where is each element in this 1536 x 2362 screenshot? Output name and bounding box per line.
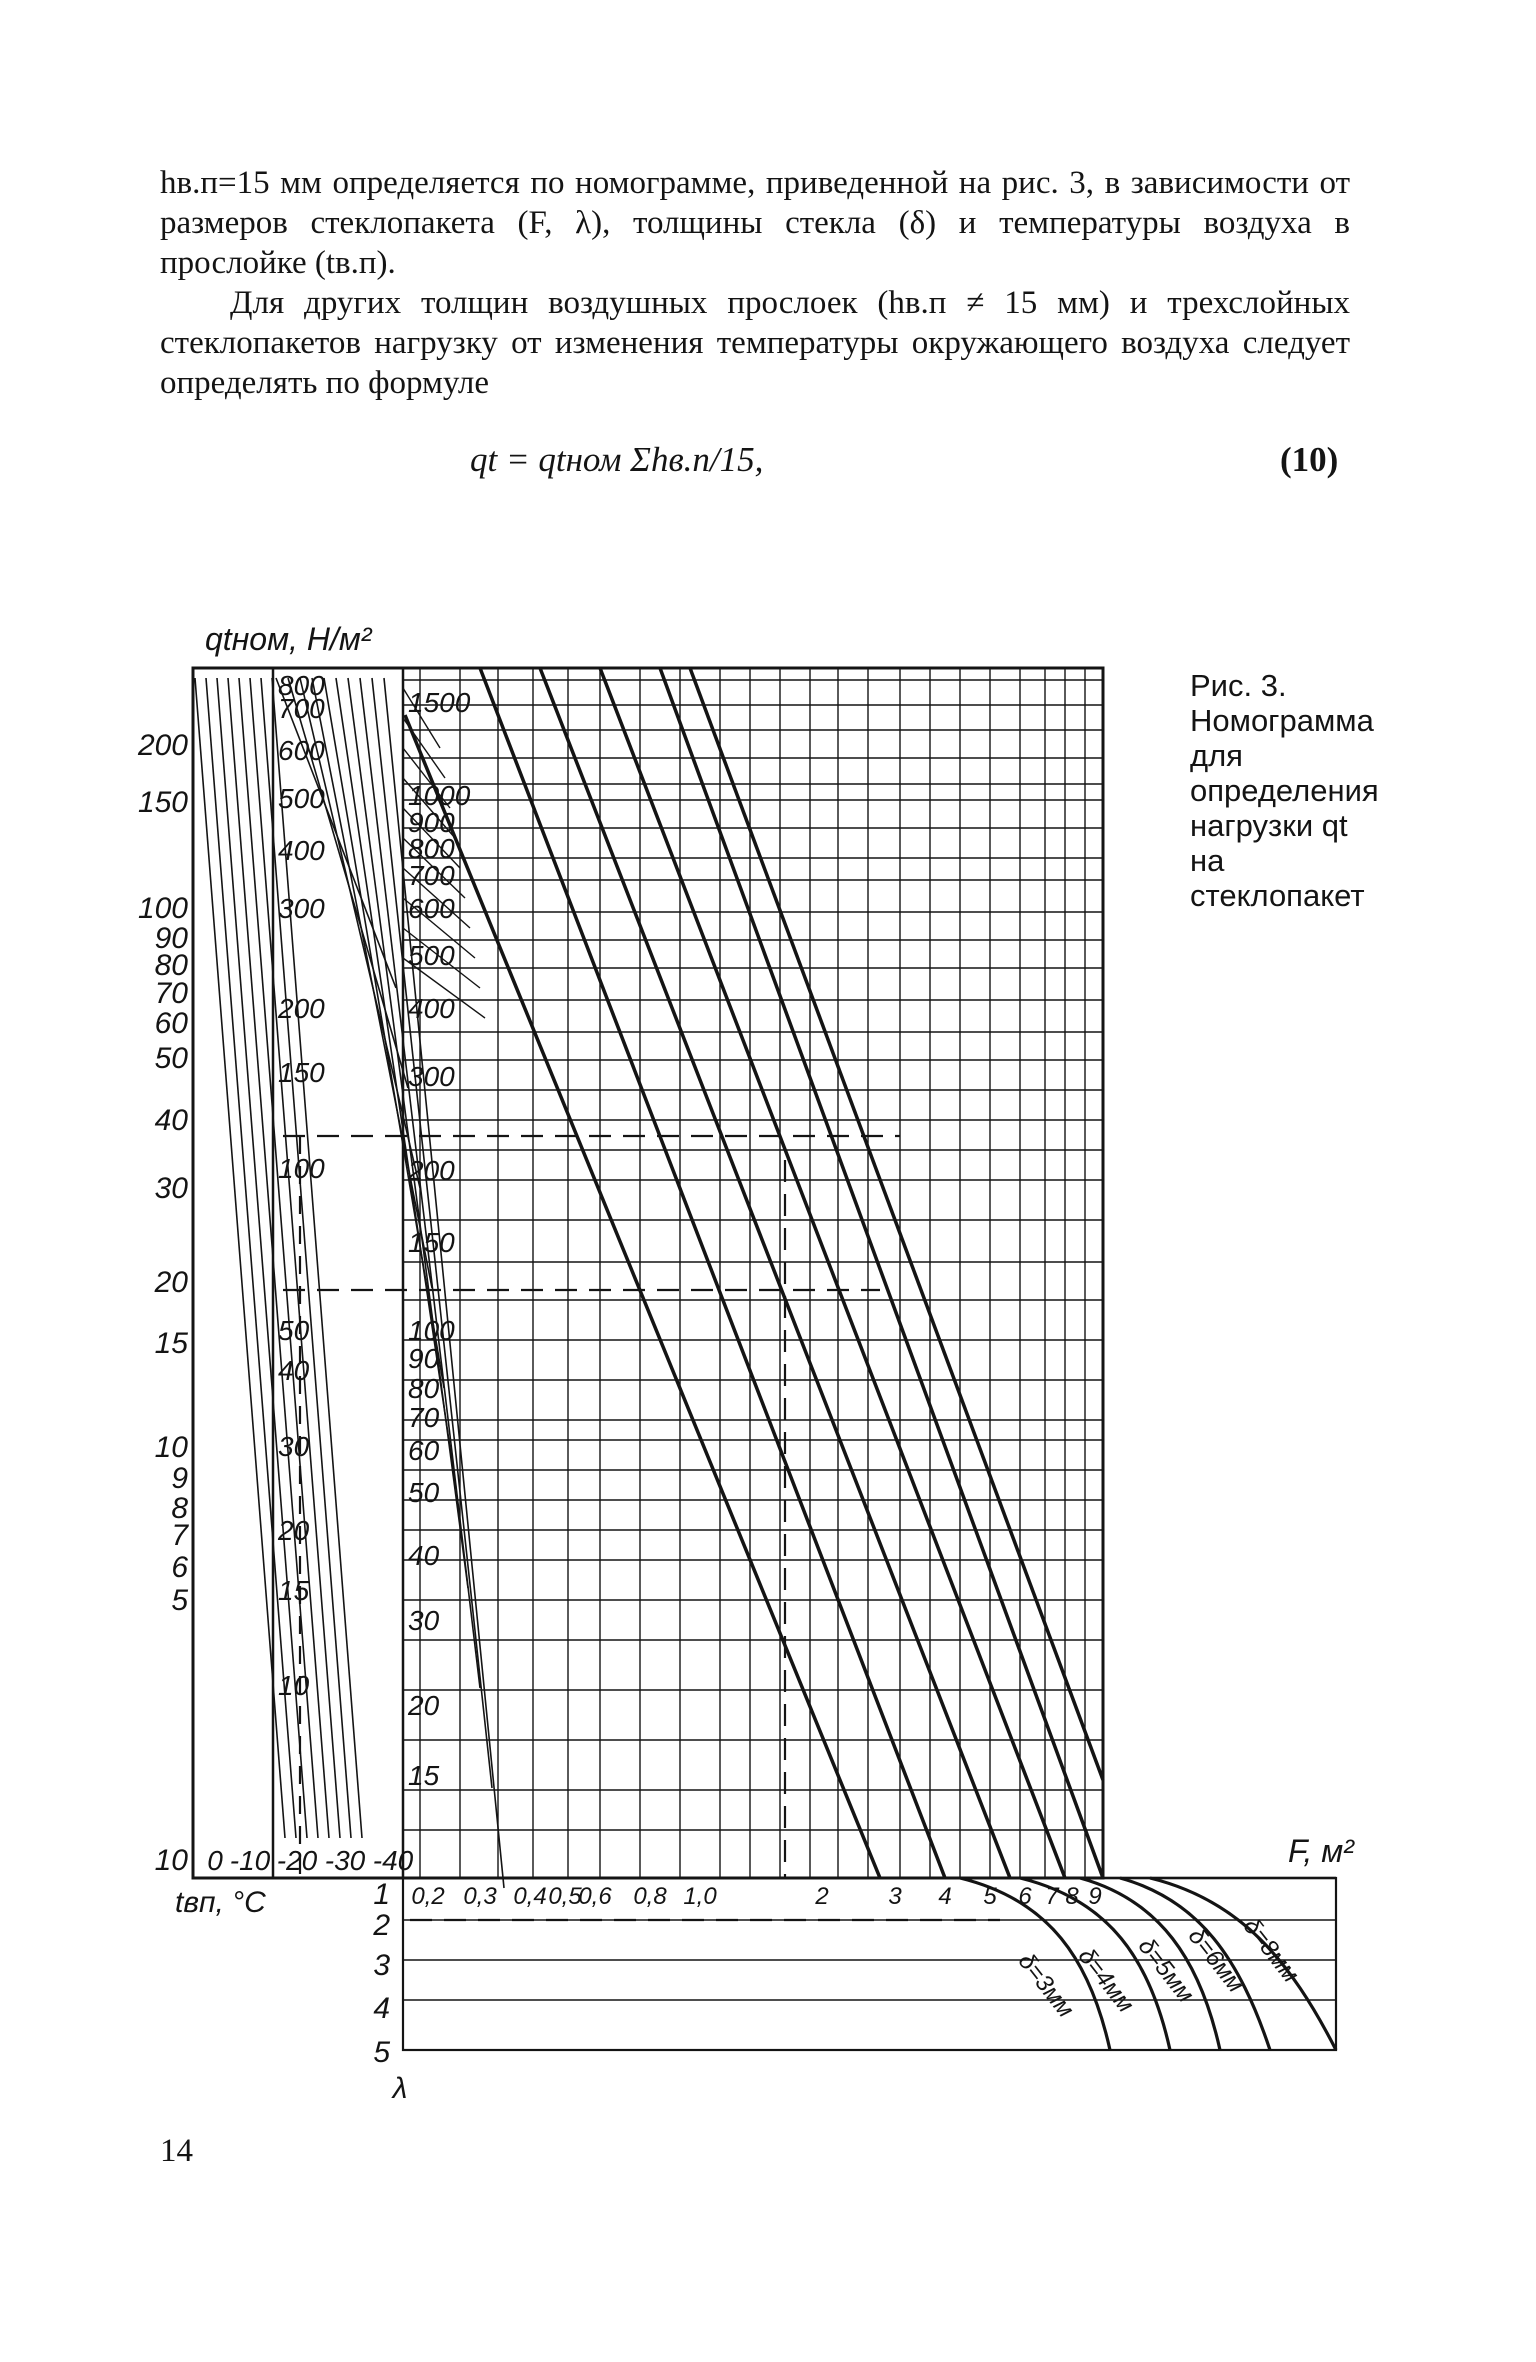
formula-expression: qt = qtном Σhв.п/15, xyxy=(470,440,764,479)
y-right-tick: 1500 xyxy=(408,687,471,718)
y-left-tick: 200 xyxy=(137,729,188,762)
f-tick: 0,2 xyxy=(411,1883,445,1910)
y-left-tick: 30 xyxy=(154,1172,188,1205)
lambda-axis-label: λ xyxy=(392,2072,408,2105)
temp-tick: -10 xyxy=(229,1845,271,1876)
y-mid-tick: 15 xyxy=(278,1575,310,1606)
y-left-tick: 9 xyxy=(171,1462,188,1495)
y-left-tick: 50 xyxy=(154,1042,188,1075)
y-mid-tick: 400 xyxy=(278,835,325,866)
f-tick: 0,4 xyxy=(513,1883,547,1910)
lambda-tick: 1 xyxy=(373,1878,390,1911)
temp-tick: -30 xyxy=(324,1845,366,1876)
nomogram-diagonal xyxy=(600,668,1065,1878)
f-tick: 2 xyxy=(815,1883,829,1910)
y-right-tick: 70 xyxy=(408,1402,440,1433)
thickness-curve xyxy=(1120,1878,1270,2050)
y-left-tick: 80 xyxy=(154,949,188,982)
nomogram-diagonal xyxy=(480,668,945,1878)
figure-caption: Рис. 3. Номограмма для определения нагрузки qt на стеклопакет xyxy=(1190,668,1379,913)
temp-line xyxy=(195,678,285,1838)
paragraph-2: Для других толщин воздушных прослоек (hв.п ≠ 15 мм) и трехслойных стеклопакетов нагрузку от изменения температуры окружающего воздуха следует определять по формуле xyxy=(160,285,1350,401)
formula-number: (10) xyxy=(1280,440,1339,479)
y-left-bottom-tick: 10 xyxy=(154,1844,188,1877)
y-left-tick: 10 xyxy=(154,1431,188,1464)
y-mid-tick: 100 xyxy=(278,1153,325,1184)
y-right-tick: 90 xyxy=(408,1343,440,1374)
y-right-tick: 700 xyxy=(408,860,455,891)
temp-tick: -20 xyxy=(276,1845,318,1876)
y-mid-tick: 10 xyxy=(278,1670,310,1701)
y-right-tick: 80 xyxy=(408,1373,440,1404)
y-left-tick: 100 xyxy=(137,892,188,925)
f-axis-label: F, м² xyxy=(1288,1833,1354,1869)
f-tick: 0,3 xyxy=(463,1883,497,1910)
y-left-tick: 70 xyxy=(154,977,188,1010)
thickness-label: δ=3мм xyxy=(1012,1948,1080,2023)
temp-tick: -40 xyxy=(372,1845,414,1876)
y-right-tick: 500 xyxy=(408,940,455,971)
f-tick: 0,8 xyxy=(633,1883,667,1910)
y-left-tick: 7 xyxy=(171,1519,188,1552)
f-tick: 3 xyxy=(888,1883,902,1910)
y-right-tick: 1000 xyxy=(408,780,471,811)
y-right-tick: 30 xyxy=(408,1605,440,1636)
temp-axis-label: tвп, °C xyxy=(175,1886,266,1919)
y-right-tick: 600 xyxy=(408,893,455,924)
y-mid-tick: 40 xyxy=(278,1355,310,1386)
y-axis-label: qtном, Н/м² xyxy=(205,621,372,657)
y-left-tick: 8 xyxy=(171,1492,188,1525)
y-left-tick: 150 xyxy=(137,786,188,819)
y-mid-tick: 600 xyxy=(278,735,325,766)
y-mid-tick: 30 xyxy=(278,1431,310,1462)
lambda-tick: 3 xyxy=(373,1949,390,1982)
y-mid-tick: 800 xyxy=(278,670,325,701)
y-right-tick: 15 xyxy=(408,1760,440,1791)
y-mid-tick: 50 xyxy=(278,1315,310,1346)
nomogram-diagonal xyxy=(690,668,1103,1780)
f-tick: 7 xyxy=(1045,1883,1059,1910)
y-left-tick: 6 xyxy=(171,1551,188,1584)
thickness-label: δ=5мм xyxy=(1132,1933,1200,2008)
thickness-label: δ=6мм xyxy=(1182,1923,1250,1998)
paragraph-1: hв.п=15 мм определяется по номограмме, приведенной на рис. 3, в зависимости от размеров стеклопакета (F, λ), толщины стекла (δ) и температуры воздуха в прослойке (tв.п). xyxy=(160,165,1350,281)
nomogram-grid xyxy=(193,668,1336,2050)
y-mid-tick: 300 xyxy=(278,893,325,924)
y-right-tick: 200 xyxy=(408,1155,455,1186)
y-left-tick: 5 xyxy=(171,1584,188,1617)
y-right-tick: 20 xyxy=(408,1690,440,1721)
y-left-tick: 20 xyxy=(154,1266,188,1299)
y-left-tick: 15 xyxy=(154,1327,188,1360)
f-tick: 4 xyxy=(938,1883,952,1910)
y-right-tick: 400 xyxy=(408,993,455,1024)
lambda-tick: 2 xyxy=(373,1909,390,1942)
y-mid-tick: 700 xyxy=(278,693,325,724)
thickness-label: δ=4мм xyxy=(1072,1943,1140,2018)
y-left-tick: 90 xyxy=(154,922,188,955)
y-left-tick: 60 xyxy=(154,1007,188,1040)
y-mid-tick: 500 xyxy=(278,783,325,814)
y-right-tick: 50 xyxy=(408,1477,440,1508)
y-right-tick: 800 xyxy=(408,833,455,864)
lambda-tick: 5 xyxy=(373,2036,390,2069)
y-right-tick: 150 xyxy=(408,1227,455,1258)
f-tick: 1,0 xyxy=(683,1883,717,1910)
y-right-tick: 900 xyxy=(408,807,455,838)
f-tick: 9 xyxy=(1088,1883,1102,1910)
y-right-tick: 100 xyxy=(408,1315,455,1346)
nomogram-diagonal xyxy=(405,715,880,1878)
page-number: 14 xyxy=(160,2133,193,2169)
y-right-tick: 60 xyxy=(408,1435,440,1466)
y-mid-tick: 200 xyxy=(278,993,325,1024)
f-tick: 0,6 xyxy=(578,1883,612,1910)
lambda-tick: 4 xyxy=(373,1992,390,2025)
y-left-tick: 40 xyxy=(154,1104,188,1137)
f-tick: 0,5 xyxy=(548,1883,582,1910)
y-right-tick: 300 xyxy=(408,1061,455,1092)
y-mid-tick: 150 xyxy=(278,1057,325,1088)
temp-tick: 0 xyxy=(207,1845,223,1876)
y-mid-tick: 20 xyxy=(278,1515,310,1546)
thickness-label: δ=8мм xyxy=(1237,1913,1305,1988)
y-right-tick: 40 xyxy=(408,1540,440,1571)
nomogram-diagonal xyxy=(540,668,1010,1878)
f-tick: 5 xyxy=(983,1883,997,1910)
f-tick: 8 xyxy=(1065,1883,1079,1910)
nomogram-diagonal xyxy=(660,668,1103,1878)
f-tick: 6 xyxy=(1018,1883,1032,1910)
